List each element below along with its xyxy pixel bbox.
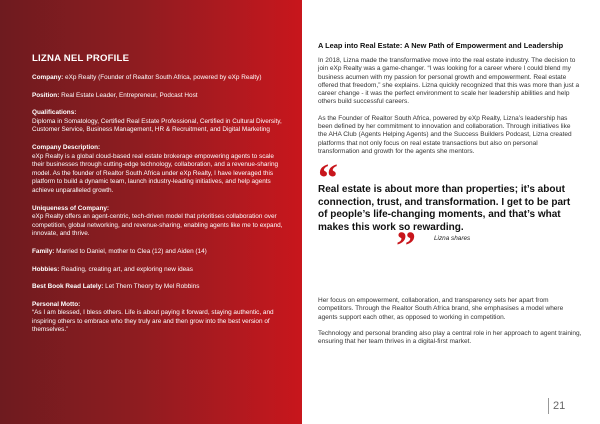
hobbies-value: Reading, creating art, and exploring new ideas xyxy=(61,265,193,273)
family-block xyxy=(32,248,288,257)
company-value: eXp Realty (Founder of Realtor South Africa, powered by eXp Realty) xyxy=(65,74,262,81)
company-description-value: eXp Realty is a global cloud-based real estate brokerage empowering agents to scale their businesses through cutting-edge technology, collaboration, and a revenue-sharing model. As the founder of Realtor South Africa under eXp Realty, I have leveraged this platform to build a dynamic team, launch industry-leading initiatives, and help agents achieve unparalleled growth. xyxy=(32,152,279,194)
qualifications-block xyxy=(32,109,288,135)
family-label: Family: xyxy=(32,247,55,255)
article-content xyxy=(318,41,580,269)
motto-label: Personal Motto: xyxy=(32,300,81,308)
book-value: Let Them Theory by Mel Robbins xyxy=(105,283,200,291)
quote-attribution: Lizna shares xyxy=(434,235,471,243)
article-paragraph-4: Technology and personal branding also play a central role in her approach to agent training, ensuring that her team thrives in a digital-first market. xyxy=(318,329,582,346)
pull-quote xyxy=(318,155,580,269)
profile-content xyxy=(32,53,288,344)
uniqueness-label: Uniqueness of Company: xyxy=(32,204,110,212)
uniqueness-value: eXp Realty offers an agent-centric, tech-driven model that prioritises collaboration over competition, global networking, and revenue-sharing, enabling agents like me to expand, innovate, and thrive. xyxy=(32,213,283,238)
page-number: 21 xyxy=(553,400,566,412)
uniqueness-block xyxy=(32,205,288,239)
pull-quote-text: Real estate is about more than properties; it’s about connection, trust, and transformation. I get to be part of people’s life-changing moments, and that’s what makes this work so rewarding. xyxy=(318,184,571,234)
position-label: Position: xyxy=(32,91,60,99)
open-quote-icon: “ xyxy=(318,155,338,201)
family-value: Married to Daniel, mother to Clea (12) and Aiden (14) xyxy=(56,247,207,255)
profile-title: LIZNA NEL PROFILE xyxy=(32,53,130,64)
close-quote-icon: ” xyxy=(396,223,416,269)
article-panel xyxy=(302,0,600,424)
company-block xyxy=(32,74,288,83)
book-label: Best Book Read Lately: xyxy=(32,283,104,291)
company-description-label: Company Description: xyxy=(32,143,101,151)
qualifications-value: Diploma in Somatology, Certified Real Estate Professional, Certified in Cultural Diversity, Customer Service, Business Management, HR & Recruitment, and Digital Marketing xyxy=(32,117,282,134)
company-label: Company: xyxy=(32,74,64,81)
article-paragraph-2: As the Founder of Realtor South Africa, powered by eXp Realty, Lizna’s leadership has been defined by her commitment to innovation and collaboration. Through initiatives like the AHA Club (Agents Helping Agents) and the Success Builders Podcast, Lizna created platforms that not only focus on real estate transactions but also on personal transformation and growth for the agents she mentors. xyxy=(318,114,572,155)
motto-value: “As I am blessed, I bless others. Life is about paying it forward, staying authentic, and inspiring others to embrace who they truly are and then grow into the best version of themselves.” xyxy=(32,309,274,334)
position-block xyxy=(32,92,288,101)
motto-block xyxy=(32,301,288,335)
article-continuation xyxy=(318,297,582,354)
article-paragraph-3: Her focus on empowerment, collaboration, and transparency sets her apart from competitors. Through the Realtor South Africa brand, she emphasises a model where agents support each other, as opposed to working in competition. xyxy=(318,297,564,321)
hobbies-block xyxy=(32,266,288,275)
company-description-block xyxy=(32,144,288,196)
article-heading: A Leap into Real Estate: A New Path of Empowerment and Leadership xyxy=(318,41,564,50)
qualifications-label: Qualifications: xyxy=(32,109,77,117)
book-block xyxy=(32,283,288,292)
position-value: Real Estate Leader, Entrepreneur, Podcast Host xyxy=(61,91,198,99)
article-paragraph-1: In 2018, Lizna made the transformative move into the real estate industry. The decision to join eXp Realty was a game-changer. “I was looking for a career where I could blend my business acumen with my passion for personal growth and empowerment. Real estate offered that freedom,” she explains. Lizna quickly recognized that this was more than just a career change - it was the perfect environment to scale her leadership abilities and help others build successful careers. xyxy=(318,57,580,106)
hobbies-label: Hobbies: xyxy=(32,265,60,273)
page-number-divider xyxy=(548,398,549,414)
